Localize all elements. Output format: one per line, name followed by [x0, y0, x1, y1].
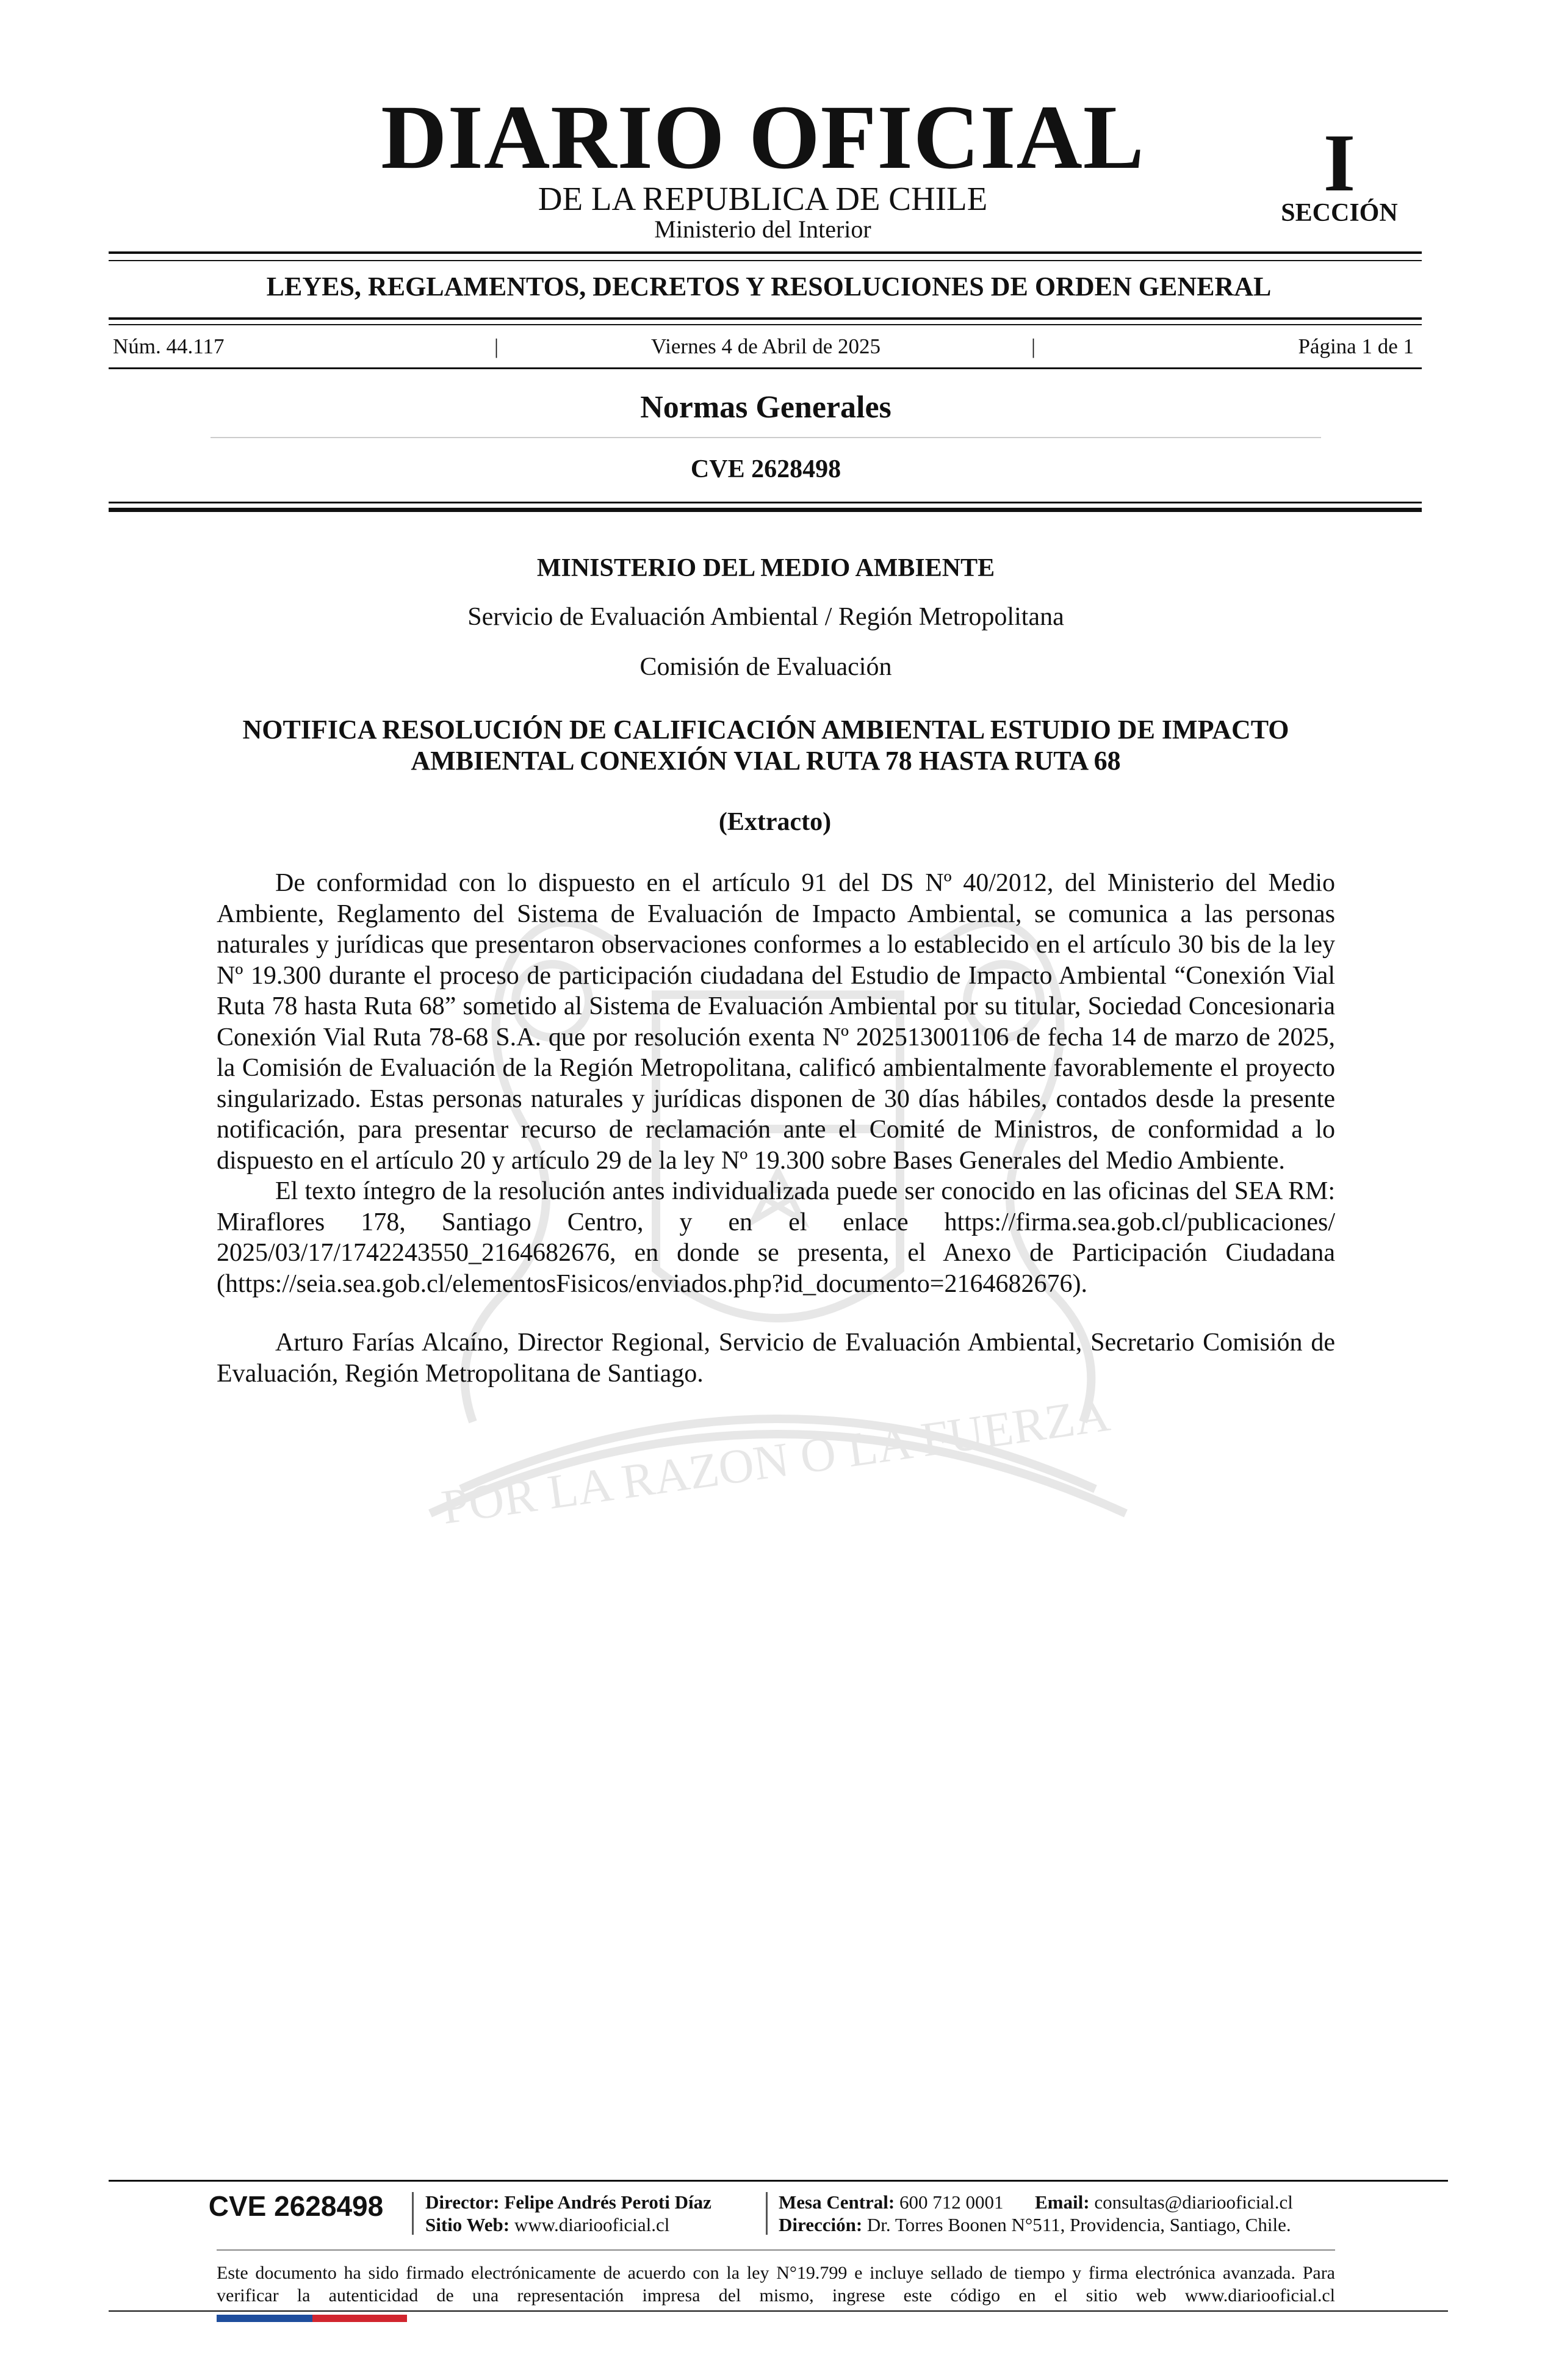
meta-separator: |	[494, 334, 499, 358]
address-text: Dr. Torres Boonen N°511, Providencia, Santiago, Chile.	[866, 2214, 1291, 2235]
address-label: Dirección:	[779, 2214, 863, 2235]
flag-stripe-red	[312, 2315, 407, 2322]
ministry-name: MINISTERIO DEL MEDIO AMBIENTE	[536, 554, 995, 582]
helpdesk-label: Mesa Central:	[779, 2191, 895, 2213]
document-body	[217, 868, 1335, 1389]
footer-cve-code: CVE 2628498	[208, 2190, 384, 2222]
cve-code: CVE 2628498	[690, 455, 841, 483]
issue-number: Núm. 44.117	[113, 334, 225, 358]
meta-separator: |	[1031, 334, 1036, 358]
footer-rule-top	[109, 2180, 1448, 2182]
website-link[interactable]: www.diariooficial.cl	[514, 2214, 670, 2235]
footer-rule-bottom	[109, 2310, 1448, 2312]
email-address[interactable]: consultas@diariooficial.cl	[1094, 2191, 1293, 2213]
category-rule-top	[109, 317, 1422, 320]
paragraph-notification: De conformidad con lo dispuesto en el artículo 91 del DS Nº 40/2012, del Ministerio del Medio Ambiente, Reglamento del Sistema de Evaluación de Impacto Ambiental, se comunica a las personas naturales y jurídicas que presentaron observaciones conformes a lo establecido en el artículo 30 bis de la ley Nº 19.300 durante el proceso de participación ciudadana del Estudio de Impacto Ambiental “Conexión Vial Ruta 78 hasta Ruta 68” sometido al Sistema de Evaluación Ambiental por su titular, Sociedad Concesionaria Conexión Vial Ruta 78-68 S.A. que por resolución exenta Nº 202513001106 de fecha 14 de marzo de 2025, la Comisión de Evaluación de la Región Metropolitana, calificó ambientalmente favorablemente el proyecto singularizado. Estas personas naturales y jurídicas disponen de 30 días hábiles, contados desde la presente notificación, para presentar recurso de reclamación ante el Comité de Ministros, de conformidad a lo dispuesto en el artículo 20 y artículo 29 de la ley Nº 19.300 sobre Bases Generales del Medio Ambiente.	[217, 869, 1335, 1175]
signature: Arturo Farías Alcaíno, Director Regional, Servicio de Evaluación Ambiental, Secretario Comisión de Evaluación, Región Metropolitana de Santiago.	[217, 1329, 1335, 1388]
footer-separator	[766, 2192, 768, 2235]
paragraph-resolution-intro: El texto íntegro de la resolución antes individualizada puede ser conocido en las oficinas del SEA RM: Miraflores 178, Santiago Centro, y en el enlace https://firma.sea.gob.cl/publicaciones/	[217, 1177, 1335, 1236]
category-title-underline	[211, 437, 1321, 438]
section-label: SECCIÓN	[1281, 199, 1398, 227]
helpdesk-phone: 600 712 0001	[899, 2191, 1004, 2213]
footer-notice: Este documento ha sido firmado electrónicamente de acuerdo con la ley N°19.799 e incluye sellado de tiempo y firma electrónica avanzada. Para verificar la autenticidad de una representación impresa del mismo, ingrese este código en el sitio web www.diariooficial.cl	[217, 2263, 1335, 2306]
extract-label: (Extracto)	[718, 808, 832, 836]
meta-rule	[109, 367, 1422, 369]
footer-separator	[412, 2192, 414, 2235]
director-label: Director:	[425, 2191, 500, 2213]
watermark-motto: POR LA RAZON O LA FUERZA	[438, 1387, 1114, 1535]
category-bar: LEYES, REGLAMENTOS, DECRETOS Y RESOLUCIONES DE ORDEN GENERAL	[266, 272, 1272, 301]
issue-date: Viernes 4 de Abril de 2025	[650, 334, 881, 358]
email-label: Email:	[1035, 2191, 1090, 2213]
paragraph-resolution-access	[217, 1176, 1335, 1299]
masthead-subtitle: DE LA REPUBLICA DE CHILE	[538, 180, 988, 217]
footer-address-line	[779, 2213, 1291, 2236]
footer-contact-line	[779, 2191, 1293, 2213]
commission-name: Comisión de Evaluación	[639, 653, 892, 681]
masthead-rule-bottom	[109, 260, 1422, 261]
footer-rule-middle	[217, 2249, 1335, 2251]
website-label: Sitio Web:	[425, 2214, 510, 2235]
header-rule-top	[109, 502, 1422, 503]
director-name: Felipe Andrés Peroti Díaz	[504, 2191, 711, 2213]
flag-stripe-blue	[217, 2315, 312, 2322]
service-name: Servicio de Evaluación Ambiental / Región Metropolitana	[467, 603, 1064, 631]
section-number: I	[1323, 118, 1356, 209]
header-rule-bottom	[109, 508, 1422, 512]
category-title: Normas Generales	[640, 390, 891, 425]
masthead-title: DIARIO OFICIAL	[381, 87, 1145, 188]
document-title: NOTIFICA RESOLUCIÓN DE CALIFICACIÓN AMBIENTAL ESTUDIO DE IMPACTO AMBIENTAL CONEXIÓN VIAL RUTA 78 HASTA RUTA 68	[242, 715, 1289, 776]
category-rule-bottom	[109, 324, 1422, 325]
page-number: Página 1 de 1	[1298, 334, 1414, 358]
footer-website-line	[425, 2213, 669, 2236]
masthead-ministry: Ministerio del Interior	[654, 215, 871, 243]
footer-director-line	[425, 2191, 711, 2213]
masthead-rule-top	[109, 251, 1422, 254]
paragraph-resolution-links: 2025/03/17/1742243550_2164682676, en donde se presenta, el Anexo de Participación Ciudadana (https://seia.sea.gob.cl/elementosFisicos/enviados.php?id_documento=2164682676).	[217, 1239, 1335, 1298]
